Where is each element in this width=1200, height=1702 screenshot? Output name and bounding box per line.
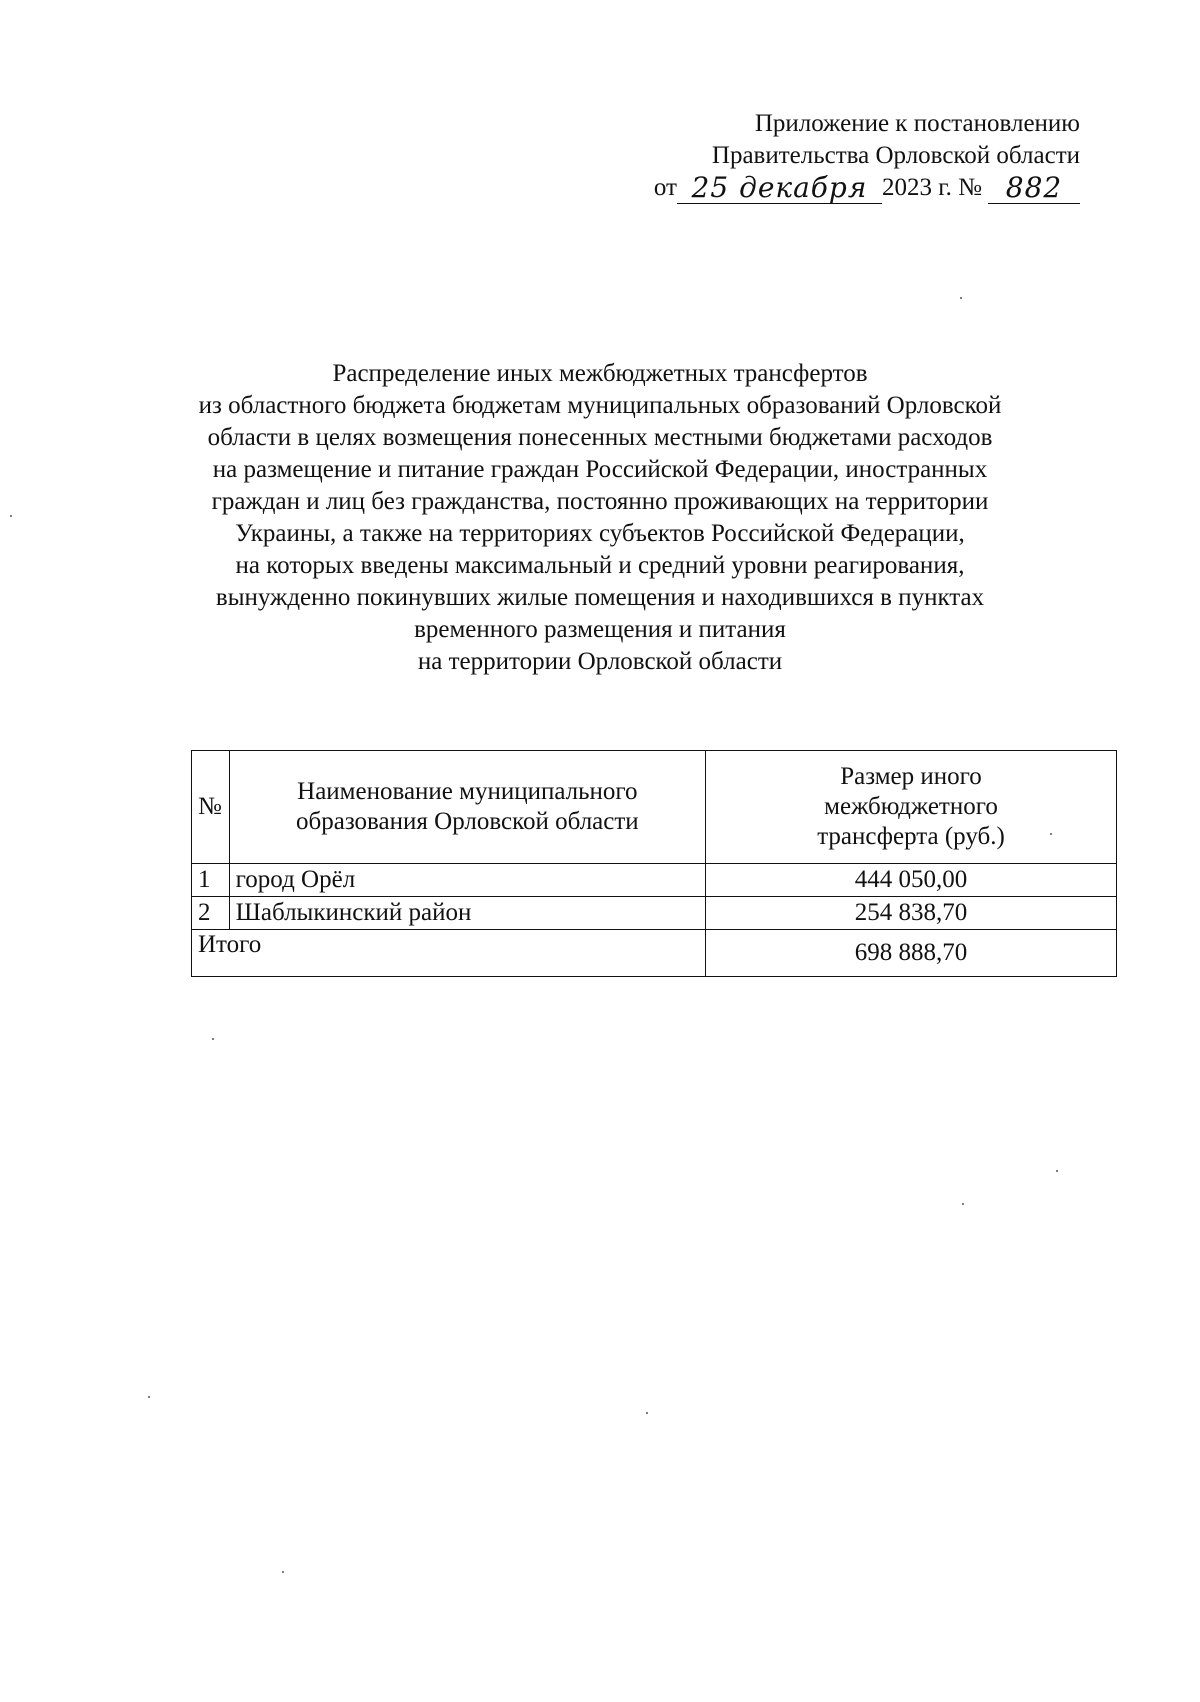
title-line: области в целях возмещения понесенных местными бюджетами расходов bbox=[207, 424, 993, 451]
row-municipality: Шаблыкинский район bbox=[229, 897, 705, 930]
title-line: на территории Орловской области bbox=[417, 648, 783, 675]
table-header-row bbox=[192, 751, 1117, 864]
title-line: временного размещения и питания bbox=[414, 616, 786, 643]
appendix-header bbox=[640, 108, 1080, 204]
appendix-authority: Правительства Орловской области bbox=[711, 142, 1080, 169]
from-label: от bbox=[653, 174, 677, 201]
handwritten-number: 882 bbox=[988, 173, 1080, 204]
row-num: 2 bbox=[192, 897, 230, 930]
appendix-date-row bbox=[640, 172, 1080, 204]
total-label: Итого bbox=[192, 930, 706, 977]
scan-speck bbox=[646, 1412, 648, 1414]
title-line: вынужденно покинувших жилые помещения и находившихся в пунктах bbox=[215, 584, 985, 611]
table-total-row bbox=[192, 930, 1117, 977]
row-num: 1 bbox=[192, 864, 230, 897]
scan-speck bbox=[10, 515, 12, 517]
title-line: Украины, а также на территориях субъектов Российской Федерации, bbox=[235, 520, 965, 547]
header-name-line: образования Орловской области bbox=[296, 808, 639, 835]
scan-speck bbox=[1050, 833, 1052, 835]
scan-speck bbox=[212, 1038, 214, 1040]
document-title bbox=[130, 358, 1070, 678]
table-row bbox=[192, 897, 1117, 930]
handwritten-date: 25 декабря bbox=[677, 173, 882, 204]
table-row bbox=[192, 864, 1117, 897]
scan-speck bbox=[282, 1571, 284, 1573]
row-amount: 444 050,00 bbox=[706, 864, 1117, 897]
header-name bbox=[229, 751, 705, 864]
scan-speck bbox=[1056, 1170, 1058, 1172]
scan-speck bbox=[960, 297, 962, 299]
title-line: на которых введены максимальный и средний уровни реагирования, bbox=[235, 552, 965, 579]
title-line: на размещение и питание граждан Российской Федерации, иностранных bbox=[212, 456, 988, 483]
header-sum-line: Размер иного bbox=[840, 763, 982, 790]
title-line: Распределение иных межбюджетных трансфертов bbox=[332, 360, 868, 387]
title-line: из областного бюджета бюджетам муниципальных образований Орловской bbox=[198, 392, 1002, 419]
scan-speck bbox=[962, 1203, 964, 1205]
row-municipality: город Орёл bbox=[229, 864, 705, 897]
transfers-table bbox=[191, 750, 1117, 977]
year-number-label: 2023 г. № bbox=[881, 174, 982, 201]
scan-speck bbox=[148, 1396, 150, 1398]
title-line: граждан и лиц без гражданства, постоянно проживающих на территории bbox=[211, 488, 989, 515]
header-sum-line: трансферта (руб.) bbox=[817, 823, 1005, 850]
total-amount: 698 888,70 bbox=[706, 930, 1117, 977]
header-num: № bbox=[192, 751, 230, 864]
header-sum bbox=[706, 751, 1117, 864]
appendix-title: Приложение к постановлению bbox=[754, 110, 1080, 137]
header-sum-line: межбюджетного bbox=[824, 793, 998, 820]
row-amount: 254 838,70 bbox=[706, 897, 1117, 930]
header-name-line: Наименование муниципального bbox=[297, 778, 638, 805]
